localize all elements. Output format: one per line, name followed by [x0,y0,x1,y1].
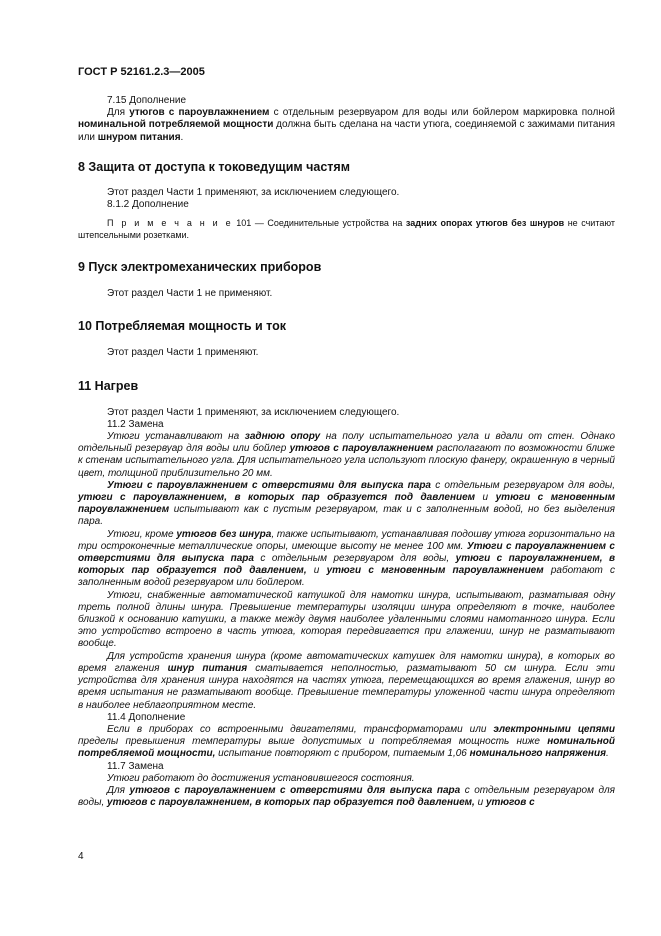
clause-11-2-paragraph-3: Утюги, кроме утюгов без шнура, также испытывают, устанавливая подошву утюга горизонтально на три остроконечные металлические опоры, имеющие высоту не менее 100 мм. Утюги с пароувлажнением с отверстиями для выпуска пара с отдельным резервуаром для воды, утюги с пароувлажнением, в которых пар образуется под давлением, и утюги с мгновенным пароувлажнением работают с заполненным водой резервуаром или бойлером. [78,528,616,589]
clause-11-4-number: 11.4 Дополнение [107,711,186,723]
clause-11-2-number: 11.2 Замена [107,418,164,430]
section-9-heading: 9 Пуск электромеханических приборов [78,260,322,275]
clause-7-15-text: Для утюгов с пароувлажнением с отдельным резервуаром для воды или бойлером маркировка полной номинальной потребляемой мощности должна быть сделана на части утюга, соединяемой с зажимами питания или шнуром питания. [78,107,615,143]
section-8-intro: Этот раздел Части 1 применяют, за исключением следующего. [107,186,400,198]
section-11-intro: Этот раздел Части 1 применяют, за исключением следующего. [107,406,400,418]
clause-11-7-paragraph-2: Для утюгов с пароувлажнением с отверстиями для выпуска пара с отдельным резервуаром для воды, утюгов с пароувлажнением, в которых пар образуется под давлением, и утюгов с [78,784,615,809]
clause-11-2-paragraph-4: Утюги, снабженные автоматической катушкой для намотки шнура, испытывают, разматывая одну треть полной длины шнура. Превышение температуры изоляции шнура определяют в точке, наиболее близкой к основанию катушки, а также между двумя наиболее удаленными слоями намотанного шнура. Если это устройство встроено в часть утюга, которая передвигается при глажении, шнур не разматывают вообще. [78,589,615,650]
clause-11-2-paragraph-5: Для устройств хранения шнура (кроме автоматических катушек для намотки шнура), в которых во время глажения шнур питания сматывается неполностью, разматывают 50 см шнура. Если эти устройства для хранения шнура находятся на частях утюга, перемещающихся во время глажения, шнур во время испытания не разматывают вообще. Превышение температуры уложенной части шнура определяют в наиболее неблагоприятном месте. [78,650,615,711]
section-10-heading: 10 Потребляемая мощность и ток [78,319,286,334]
section-8-heading: 8 Защита от доступа к токоведущим частям [78,159,350,174]
clause-11-2-paragraph-1: Утюги устанавливают на заднюю опору на полу испытательного угла и вдали от стен. Однако отдельный резервуар для воды или бойлер утюгов с пароувлажнением располагают по возможности ближе к стенам испытательного угла. Для испытательного угла используют плоскую фанеру, окрашенную в черный цвет, толщиной приблизительно 20 мм. [78,431,615,479]
page-number: 4 [78,851,84,862]
section-11-heading: 11 Нагрев [78,378,139,393]
clause-11-2-paragraph-2: Утюги с пароувлажнением с отверстиями для выпуска пара с отдельным резервуаром для воды, утюги с пароувлажнением, в которых пар образуется под давлением и утюги с мгновенным пароувлажнением испытывают как с пустым резервуаром, так и с заполненным водой, но без выделения пара. [78,479,615,528]
running-header: ГОСТ Р 52161.2.3—2005 [78,66,205,78]
document-body [78,95,615,809]
clause-11-7-paragraph-1: Утюги работают до достижения установившегося состояния. [107,772,415,784]
clause-7-15-number: 7.15 Дополнение [107,95,187,106]
clause-11-7-number: 11.7 Замена [107,760,164,772]
section-10-intro: Этот раздел Части 1 применяют. [107,347,259,359]
section-8-note: П р и м е ч а н и е 101 — Соединительные устройства на задних опорах утюгов без шнуров не считают штепсельными розетками. [78,218,616,240]
clause-8-1-2-number: 8.1.2 Дополнение [107,199,189,211]
clause-11-4-paragraph: Если в приборах со встроенными двигателями, трансформаторами или электронными цепями пределы превышения температуры выше допустимых и потребляемая мощность ниже номинальной потребляемой мощности, испытание повторяют с прибором, питаемым 1,06 номинального напряжения. [78,723,615,760]
section-9-intro: Этот раздел Части 1 не применяют. [107,288,273,300]
